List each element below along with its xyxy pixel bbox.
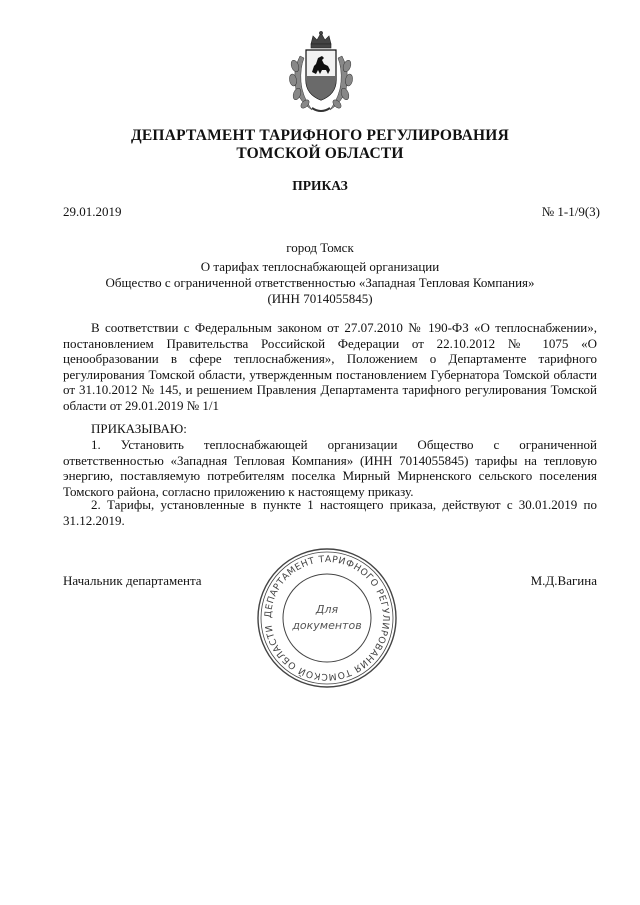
department-line-1: ДЕПАРТАМЕНТ ТАРИФНОГО РЕГУЛИРОВАНИЯ (131, 127, 509, 144)
subject-line-2: Общество с ограниченной ответственностью «Западная Тепловая Компания» (105, 275, 535, 290)
preamble-paragraph: В соответствии с Федеральным законом от 27.07.2010 № 190-ФЗ «О теплоснабжении», постановлением Правительства Российской Федерации от 22.10.2012 № 1075 «О ценообразовании в сфере теплоснабжения», Положением о Департаменте тарифного регулирования Томской области, утвержденным постановлением Губернатора Томской области от 31.10.2012 № 145, и решением Правления Департамента тарифного регулирования Томской области от 29.01.2019 № 1/1 (63, 320, 597, 413)
department-line-2: ТОМСКОЙ ОБЛАСТИ (236, 145, 404, 162)
order-date: 29.01.2019 (63, 204, 122, 219)
stamp-center-line-2: документов (292, 619, 362, 632)
official-stamp (256, 547, 398, 689)
order-item-2: 2. Тарифы, установленные в пункте 1 настоящего приказа, действуют с 30.01.2019 по 31.12.2019. (63, 497, 597, 528)
department-name (0, 127, 640, 163)
coat-of-arms-icon (286, 30, 356, 116)
city: город Томск (286, 240, 354, 255)
order-title: ПРИКАЗ (292, 178, 348, 193)
stamp-center-line-1: Для (315, 603, 339, 616)
order-number: № 1-1/9(3) (541, 204, 600, 219)
orders-heading: ПРИКАЗЫВАЮ: (91, 421, 187, 436)
stamp-ring-text: ДЕПАРТАМЕНТ ТАРИФНОГО РЕГУЛИРОВАНИЯ ТОМСКОЙ ОБЛАСТИ (262, 553, 392, 683)
order-subject (0, 259, 640, 307)
order-item-1: 1. Установить теплоснабжающей организации Общество с ограниченной ответственностью «Западная Тепловая Компания» (ИНН 7014055845) тарифы на тепловую энергию, поставляемую потребителям поселка Мирный Мирненского сельского поселения Томского района, согласно приложению к настоящему приказу. (63, 437, 597, 499)
signatory-name: М.Д.Вагина (530, 573, 597, 588)
signatory-position: Начальник департамента (63, 573, 202, 588)
subject-line-3: (ИНН 7014055845) (267, 291, 373, 306)
subject-line-1: О тарифах теплоснабжающей организации (200, 259, 440, 274)
